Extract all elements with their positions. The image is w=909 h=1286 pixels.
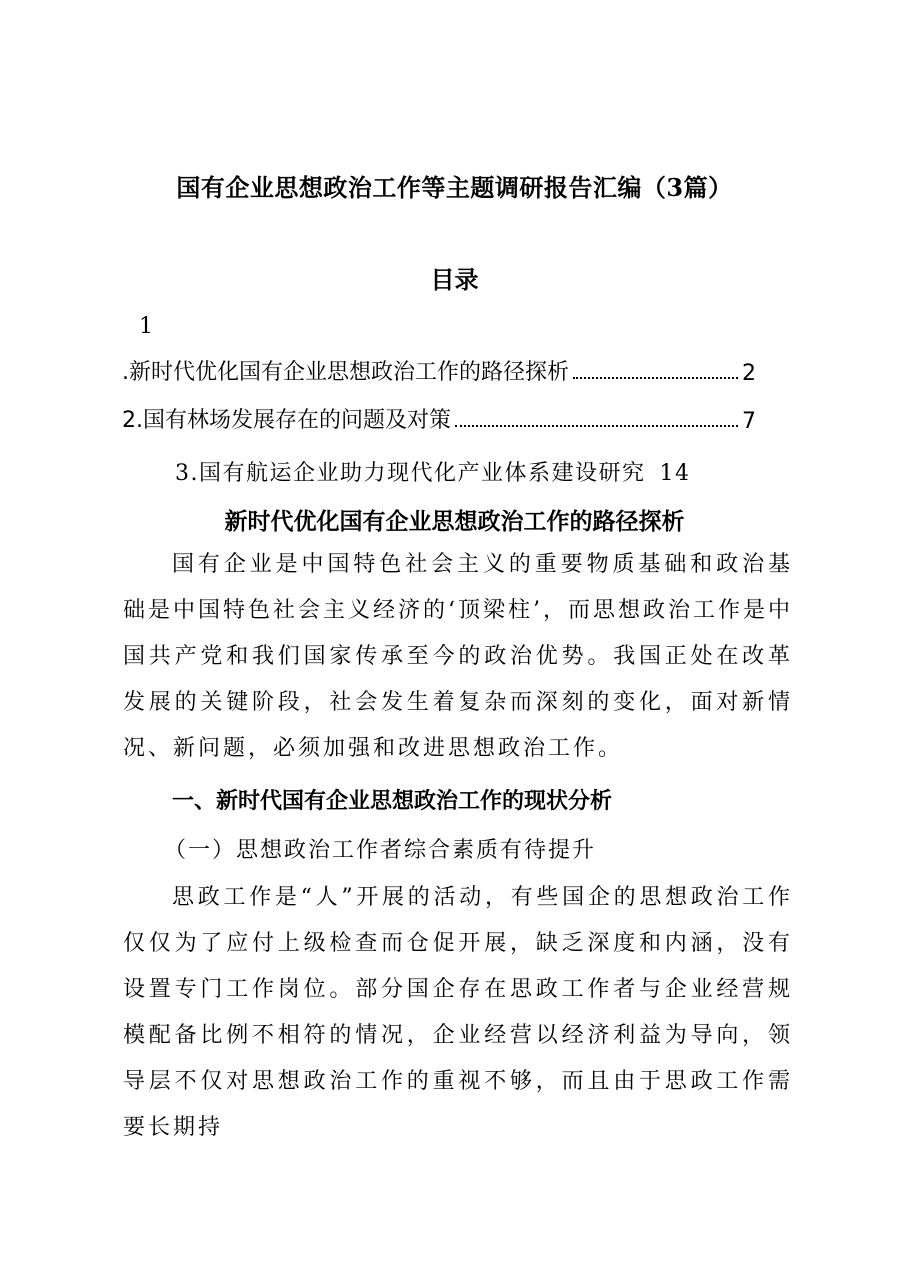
toc-heading: 目录 [430,265,479,294]
toc-entry-text: 3.国有航运企业助力现代化产业体系建设研究 [175,461,646,486]
toc-entry-1[interactable] [122,354,756,386]
subsection-paragraph: 思政工作是“人”开展的活动，有些国企的思想政治工作仅仅为了应付上级检查而仓促开展，缺乏深度和内涵，没有设置专门工作岗位。部分国企存在思政工作者与企业经营规模配备比例不相符的情况，企业经营以经济利益为导向，领导层不仅对思想政治工作的重视不够，而且由于思政工作需要长期持 [123,885,793,1140]
section-heading: 一、新时代国有企业思想政治工作的现状分析 [172,789,613,814]
toc-entry-text: 2.国有林场发展存在的问题及对策 [122,408,451,433]
toc-stray-number: 1 [139,314,153,339]
document-title: 国有企业思想政治工作等主题调研报告汇编（3篇） [176,173,733,202]
article-title: 新时代优化国有企业思想政治工作的路径探析 [224,508,685,535]
toc-entry-page: 2 [742,361,756,386]
toc-entry-text: .新时代优化国有企业思想政治工作的路径探析 [122,360,569,385]
toc-entry-3[interactable] [175,456,691,487]
toc-dot-leader [455,424,738,427]
toc-entry-page: 14 [659,461,691,486]
intro-paragraph: 国有企业是中国特色社会主义的重要物质基础和政治基础是中国特色社会主义经济的‘顶梁柱’，而思想政治工作是中国共产党和我们国家传承至今的政治优势。我国正处在改革发展的关键阶段，社会发生着复杂而深刻的变化，面对新情况、新问题，必须加强和改进思想政治工作。 [123,552,793,761]
subsection-heading: （一）思想政治工作者综合素质有待提升 [164,838,597,863]
toc-entry-page: 7 [742,409,756,434]
toc-entry-2[interactable] [122,402,756,434]
toc-dot-leader [573,376,738,379]
